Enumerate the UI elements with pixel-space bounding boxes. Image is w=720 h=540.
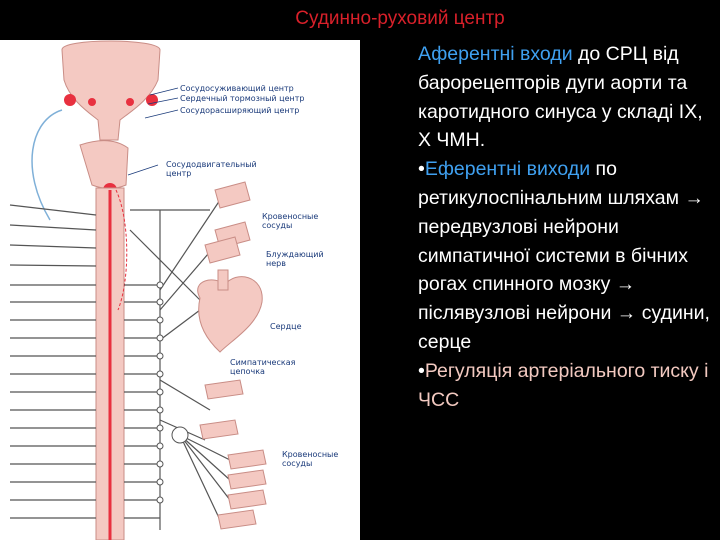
nucleus [64,94,76,106]
label-constrictor-center: Сосудосуживающий центр [180,84,294,93]
nucleus [88,98,96,106]
blood-vessels-upper [205,182,250,263]
regulation-term: Регуляція артеріального тиску і ЧСС [418,359,709,411]
vasomotor-center-diagram [0,40,360,540]
efferent-text: по ретикулоспінальним шляхам → передвузлові нейрони симпатичної системи в бічних рогах спинного мозку → післявузлові нейрони → судини, серце [418,158,710,353]
nucleus [146,94,158,106]
afferent-paragraph [418,40,718,155]
label-sympathetic-chain: Симпатическая цепочка [230,358,296,376]
spinal-roots-left [10,205,96,518]
label-blood-vessels-lower: Кровеносные сосуды [282,450,339,468]
label-heart: Сердце [270,322,302,331]
label-vasomotor-center: Сосудодвигательный центр [166,160,257,178]
afferent-term: Аферентні входи [418,43,573,65]
bullet: • [418,158,425,181]
label-vagus-nerve: Блуждающий нерв [266,250,324,268]
nucleus [126,98,134,106]
label-dilator-center: Сосудорасширяющий центр [180,106,300,115]
sympathetic-ganglia [157,282,188,503]
efferent-paragraph [418,155,718,357]
efferent-term: Еферентні виходи [424,158,591,181]
afferent-text: до СРЦ від барорецепторів дуги аорти та каротидного синуса у складі IX, X ЧМН. [418,43,703,152]
label-blood-vessels-upper: Кровеносные сосуды [262,212,319,230]
label-cardiac-inhibitory-center: Сердечный тормозный центр [180,94,305,103]
blood-vessels-lower [200,380,266,529]
slide-body [418,40,718,414]
slide-title: Судинно-руховий центр [295,8,505,29]
heart [198,270,263,352]
medulla [80,141,128,189]
brainstem [62,41,160,140]
regulation-paragraph [418,357,718,415]
bullet: • [418,359,425,382]
